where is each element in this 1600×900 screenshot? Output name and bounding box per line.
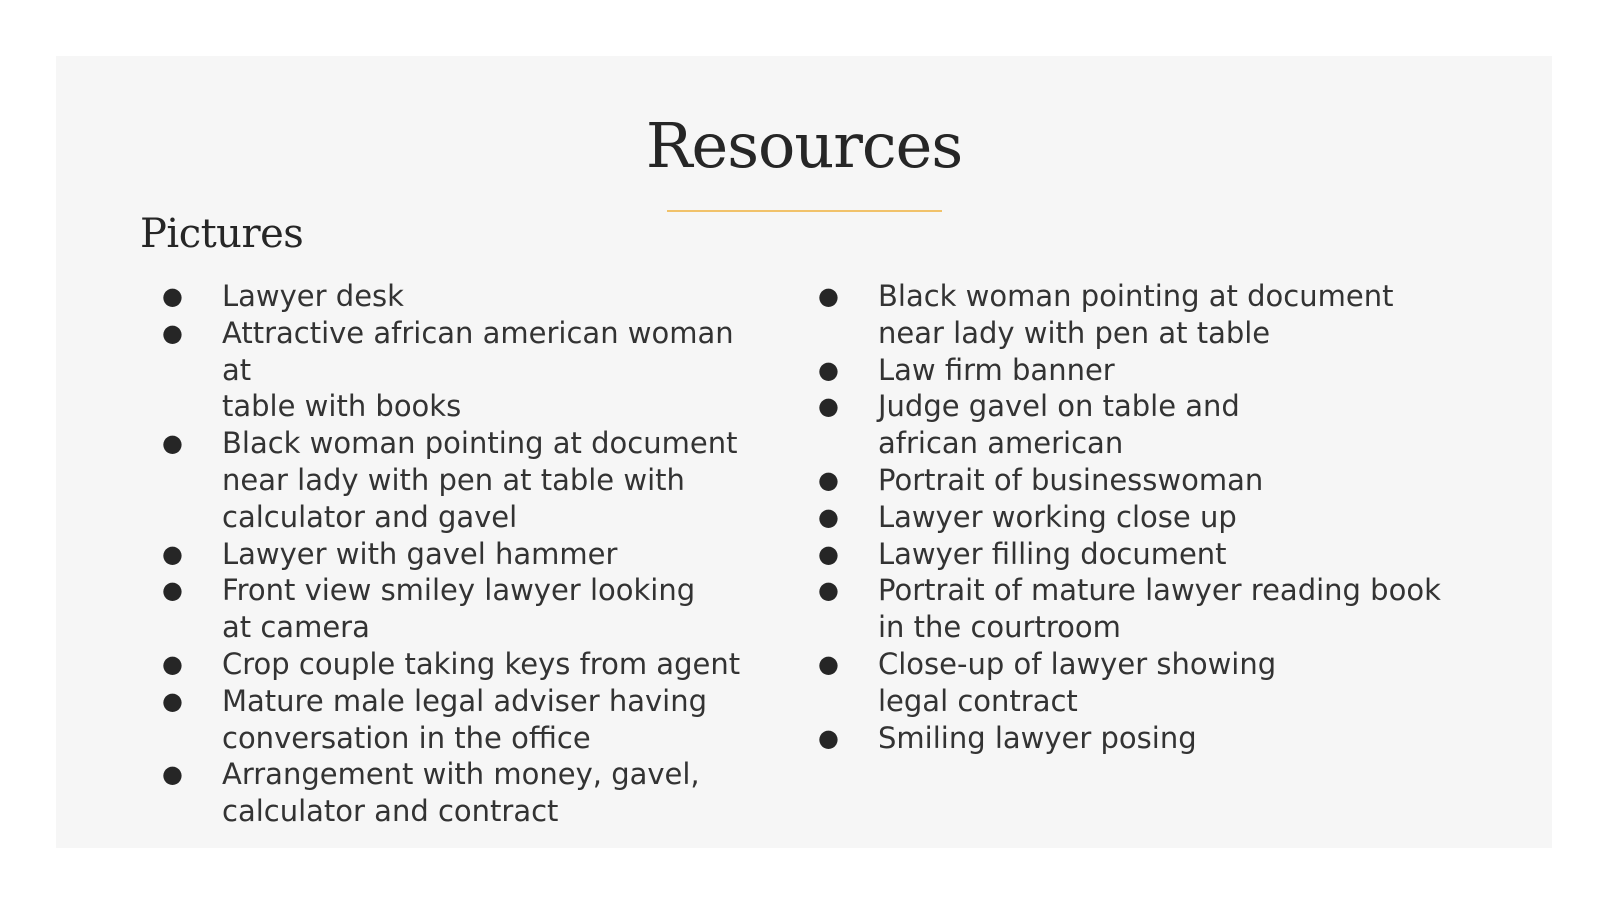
list-item-text: Smiling lawyer posing <box>878 720 1197 755</box>
bullet-icon: ● <box>162 576 183 605</box>
list-item <box>818 536 1478 573</box>
list-item-text: calculator and gavel <box>222 499 518 534</box>
slide <box>56 56 1552 848</box>
bullet-icon: ● <box>162 686 183 715</box>
list-item <box>140 572 760 646</box>
list-item-text: calculator and contract <box>222 794 559 829</box>
list-item <box>818 278 1478 352</box>
list-item-text: in the courtroom <box>878 610 1121 645</box>
list-item-text: Attractive african american woman at <box>222 315 734 387</box>
bullet-icon: ● <box>162 760 183 789</box>
list-item-text: table with books <box>222 389 462 424</box>
slide-title: Resources <box>645 109 963 182</box>
list-item-text: african american <box>878 426 1124 461</box>
bullet-icon: ● <box>162 282 183 310</box>
bullet-icon: ● <box>818 723 839 752</box>
list-item-text: near lady with pen at table <box>878 315 1271 350</box>
list-item <box>140 425 760 535</box>
list-item <box>140 683 760 757</box>
list-item <box>140 278 760 315</box>
list-item-text: Crop couple taking keys from agent <box>222 646 741 681</box>
list-item-text: Front view smiley lawyer looking <box>222 573 696 608</box>
list-item-text: at camera <box>222 610 370 645</box>
list-item-text: conversation in the office <box>222 720 591 755</box>
list-item <box>140 536 760 573</box>
bullet-icon: ● <box>818 392 839 421</box>
list-item-text: Law firm banner <box>878 352 1115 387</box>
bullet-icon: ● <box>162 429 183 458</box>
list-item-text: Lawyer with gavel hammer <box>222 536 618 571</box>
list-item <box>818 462 1478 499</box>
bullet-icon: ● <box>162 649 183 678</box>
list-item <box>818 499 1478 536</box>
list-item-text: Lawyer working close up <box>878 499 1237 534</box>
bullet-icon: ● <box>818 465 839 494</box>
section-heading-pictures: Pictures <box>140 211 304 257</box>
list-item <box>818 388 1478 462</box>
list-item-text: Arrangement with money, gavel, <box>222 757 700 792</box>
left-resource-list <box>140 278 760 830</box>
list-item-text: Lawyer filling document <box>878 536 1227 571</box>
right-resource-list <box>818 278 1478 756</box>
list-item-text: Judge gavel on table and <box>878 389 1240 424</box>
list-item-text: near lady with pen at table with <box>222 462 685 497</box>
list-item-text: legal contract <box>878 683 1078 718</box>
title-underline <box>667 210 942 212</box>
list-item <box>818 720 1478 757</box>
bullet-icon: ● <box>818 576 839 605</box>
list-item-text: Mature male legal adviser having <box>222 683 708 718</box>
bullet-icon: ● <box>818 282 839 310</box>
list-item <box>140 646 760 683</box>
list-item <box>818 646 1478 720</box>
bullet-icon: ● <box>818 539 839 568</box>
list-item <box>818 572 1478 646</box>
list-item-text: Portrait of businesswoman <box>878 462 1264 497</box>
bullet-icon: ● <box>818 649 839 678</box>
list-item <box>140 315 760 425</box>
list-item-text: Black woman pointing at document <box>222 426 738 461</box>
list-item-text: Portrait of mature lawyer reading book <box>878 573 1441 608</box>
bullet-icon: ● <box>818 355 839 384</box>
bullet-icon: ● <box>162 318 183 347</box>
list-item <box>818 352 1478 389</box>
list-item-text: Lawyer desk <box>222 279 404 313</box>
list-item <box>140 756 760 830</box>
list-item-text: Close-up of lawyer showing <box>878 646 1277 681</box>
list-item-text: Black woman pointing at document <box>878 279 1394 313</box>
bullet-icon: ● <box>162 539 183 568</box>
bullet-icon: ● <box>818 502 839 531</box>
